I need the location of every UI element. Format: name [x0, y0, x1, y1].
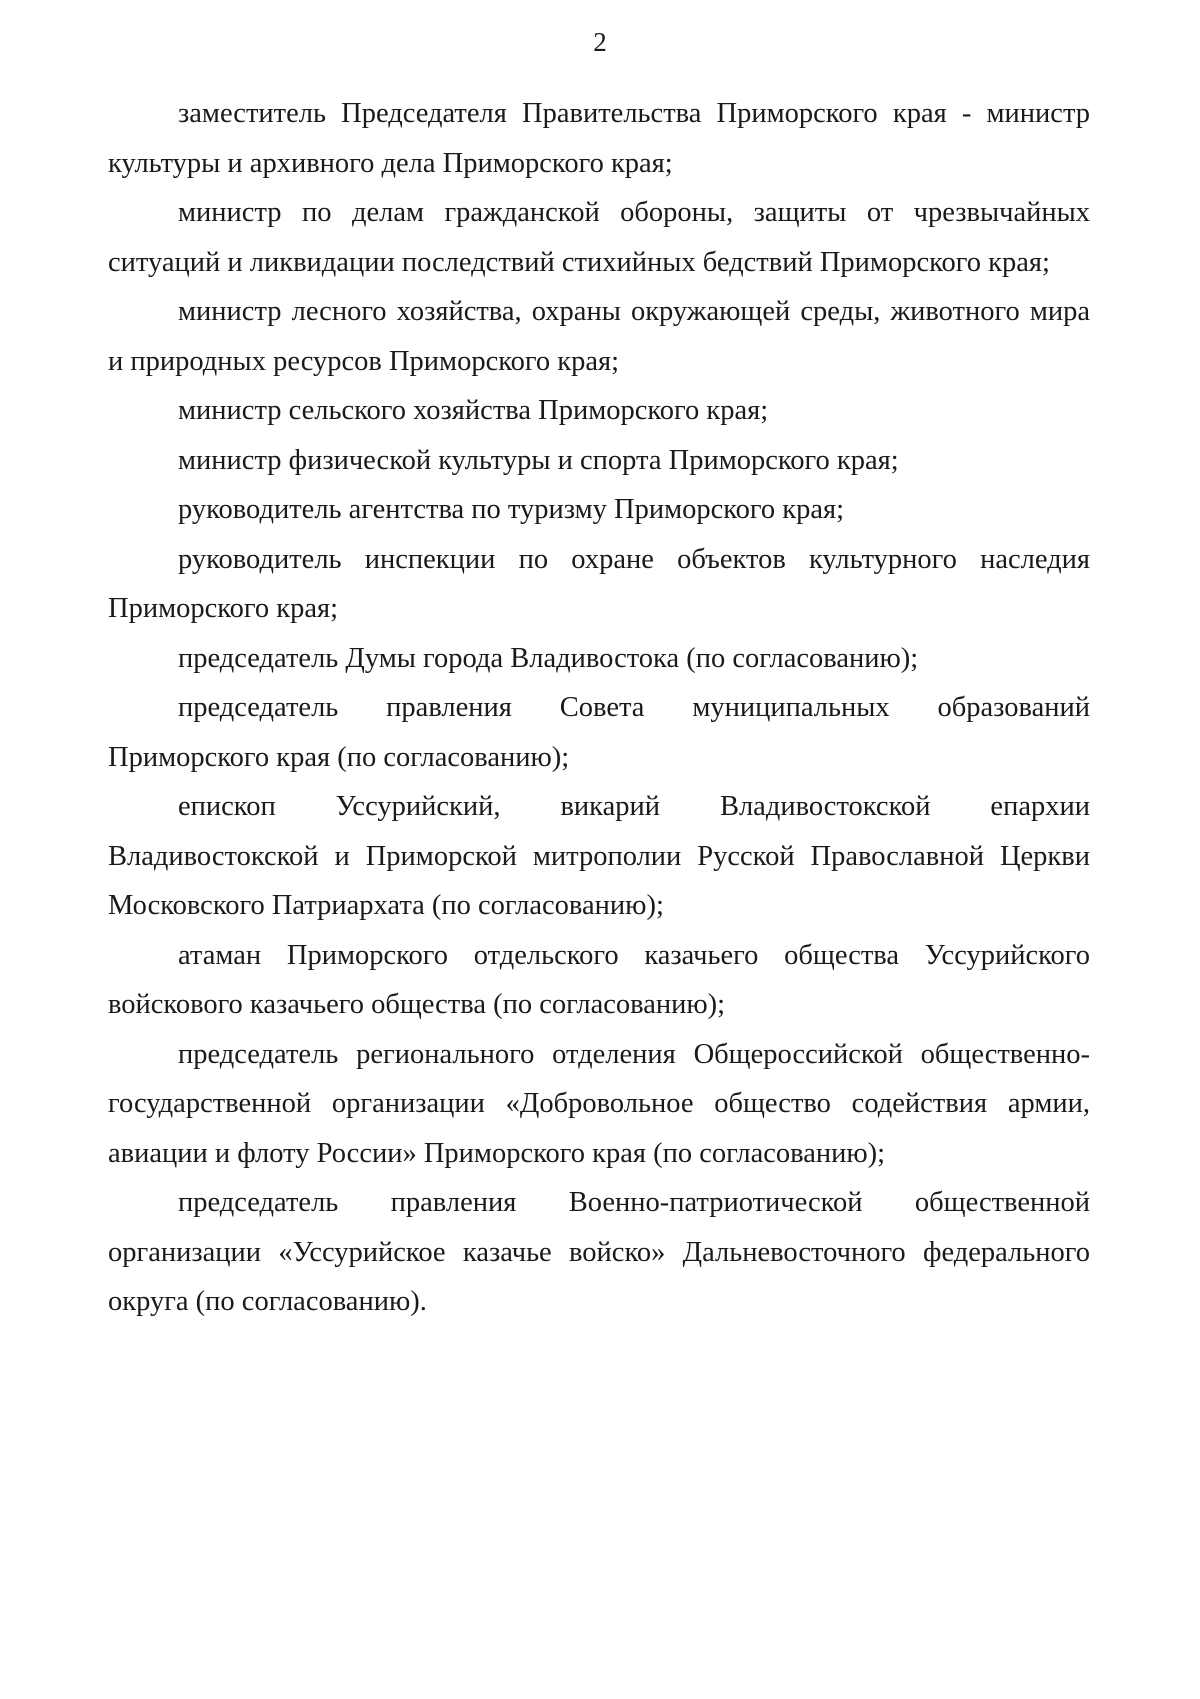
list-item-ataman-cossack-society: атаман Приморского отдельского казачьего общества Уссурийского войскового казачьего общества (по согласованию);	[108, 939, 1090, 1020]
document-body	[108, 89, 1090, 1327]
list-item-minister-forestry-environment: министр лесного хозяйства, охраны окружающей среды, животного мира и природных ресурсов Приморского края;	[108, 296, 1090, 377]
list-item-chairman-city-duma: председатель Думы города Владивостока (по согласованию);	[178, 642, 919, 674]
list-item-minister-sport: министр физической культуры и спорта Приморского края;	[178, 444, 899, 476]
list-item-head-heritage-inspection: руководитель инспекции по охране объектов культурного наследия Приморского края;	[108, 543, 1090, 624]
list-item-deputy-chairman-minister-culture: заместитель Председателя Правительства Приморского края - министр культуры и архивного дела Приморского края;	[108, 98, 1090, 179]
list-item-chairman-dosaaf: председатель регионального отделения Общероссийской общественно-государственной организации «Добровольное общество содействия армии, авиации и флоту России» Приморского края (по согласованию);	[108, 1038, 1090, 1169]
page-number: 2	[593, 27, 607, 57]
list-item-chairman-ussuri-cossack-army: председатель правления Военно-патриотической общественной организации «Уссурийское казачье войско» Дальневосточного федерального округа (по согласованию).	[108, 1187, 1090, 1317]
list-item-chairman-municipal-council: председатель правления Совета муниципальных образований Приморского края (по согласованию);	[108, 692, 1090, 773]
list-item-minister-agriculture: министр сельского хозяйства Приморского края;	[178, 395, 769, 426]
list-item-head-tourism-agency: руководитель агентства по туризму Приморского края;	[178, 494, 845, 525]
list-item-minister-civil-defense: министр по делам гражданской обороны, защиты от чрезвычайных ситуаций и ликвидации последствий стихийных бедствий Приморского края;	[108, 197, 1090, 278]
list-item-bishop-ussuriysk: епископ Уссурийский, викарий Владивостокской епархии Владивостокской и Приморской митрополии Русской Православной Церкви Московского Патриархата (по согласованию);	[108, 791, 1090, 921]
